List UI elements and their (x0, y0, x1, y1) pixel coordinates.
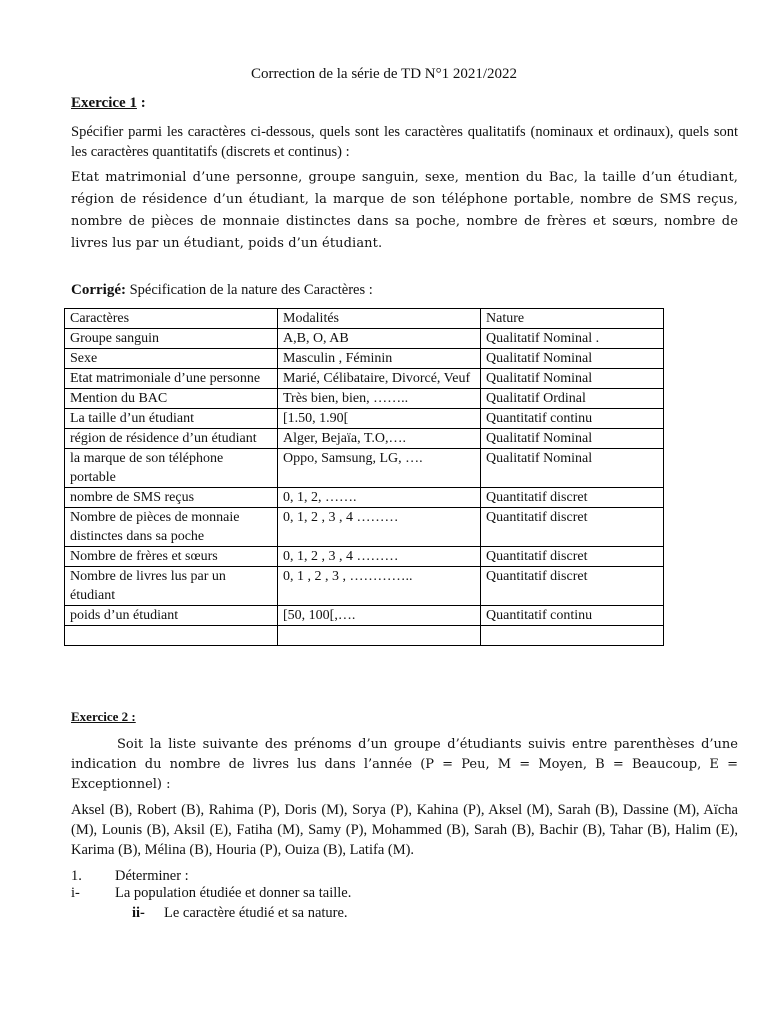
exercise-2-statement: Soit la liste suivante des prénoms d’un groupe d’étudiants suivis entre parenthèses d’une indication du nombre de livres lus dans l’année (P = Peu, M = Moyen, B = Beaucoup, E = Exceptionnel) : (71, 737, 738, 792)
table-cell: 0, 1, 2 , 3 , 4 ……… (278, 508, 481, 547)
table-cell (481, 626, 664, 646)
table-cell: Qualitatif Nominal . (481, 329, 664, 349)
table-row (65, 369, 664, 389)
exercise-1-character-list: Etat matrimonial d’une personne, groupe sanguin, sexe, mention du Bac, la taille d’un étudiant, région de résidence d’un étudiant, la marque de son téléphone portable, nombre de SMS reçus, nombre de pièces de monnaie distinctes dans sa poche, nombre de frères et sœurs, nombre de livres lus par un étudiant, poids d’un étudiant. (71, 170, 738, 251)
question-1-i-text: La population étudiée et donner sa taille. (115, 885, 352, 901)
table-header-cell: Caractères (65, 309, 278, 329)
table-cell (65, 626, 278, 646)
table-cell: Groupe sanguin (65, 329, 278, 349)
table-cell: Sexe (65, 349, 278, 369)
table-cell: Qualitatif Nominal (481, 449, 664, 488)
table-cell: Etat matrimoniale d’une personne (65, 369, 278, 389)
table-cell: Nombre de pièces de monnaie distinctes dans sa poche (65, 508, 278, 547)
table-cell: Quantitatif discret (481, 547, 664, 567)
table-row (65, 409, 664, 429)
table-row (65, 389, 664, 409)
table-cell: Qualitatif Ordinal (481, 389, 664, 409)
exercise-1-label: Exercice 1 (71, 95, 137, 111)
table-cell: Nombre de livres lus par un étudiant (65, 567, 278, 606)
table-cell: Quantitatif discret (481, 508, 664, 547)
page-title: Correction de la série de TD N°1 2021/2022 (250, 66, 518, 82)
table-header-row (65, 309, 664, 329)
exercise-1-heading (71, 95, 146, 112)
table-cell: la marque de son téléphone portable (65, 449, 278, 488)
table-header-cell: Nature (481, 309, 664, 329)
table-cell: Quantitatif continu (481, 606, 664, 626)
table-cell: Masculin , Féminin (278, 349, 481, 369)
table-cell: 0, 1 , 2 , 3 , ………….. (278, 567, 481, 606)
table-cell (278, 626, 481, 646)
table-cell: Oppo, Samsung, LG, …. (278, 449, 481, 488)
corrige-label: Corrigé: (71, 282, 126, 298)
question-1 (71, 866, 189, 886)
question-1-label: Déterminer : (115, 868, 189, 884)
question-1-ii-number: ii- (132, 905, 145, 921)
table-cell: poids d’un étudiant (65, 606, 278, 626)
table-row (65, 547, 664, 567)
table-row (65, 429, 664, 449)
table-cell: Qualitatif Nominal (481, 349, 664, 369)
nature-table (64, 308, 664, 646)
table-row (65, 349, 664, 369)
table-cell: Quantitatif discret (481, 567, 664, 606)
exercise-1-colon: : (136, 95, 146, 111)
table-cell: Nombre de frères et sœurs (65, 547, 278, 567)
exercise-2-heading: Exercice 2 : (71, 709, 136, 724)
table-row (65, 626, 664, 646)
question-1-i (71, 885, 351, 902)
table-cell: 0, 1, 2, ……. (278, 488, 481, 508)
question-1-number: 1. (71, 868, 82, 884)
table-row (65, 488, 664, 508)
table-row (65, 508, 664, 547)
table-row (65, 606, 664, 626)
table-row (65, 449, 664, 488)
table-cell: Alger, Bejaïa, T.O,…. (278, 429, 481, 449)
table-cell: [1.50, 1.90[ (278, 409, 481, 429)
corrige-heading (71, 282, 373, 299)
question-1-i-number: i- (71, 885, 80, 901)
question-1-ii (132, 905, 348, 922)
table-cell: Marié, Célibataire, Divorcé, Veuf (278, 369, 481, 389)
table-cell: Quantitatif discret (481, 488, 664, 508)
table-cell: [50, 100[,…. (278, 606, 481, 626)
table-row (65, 567, 664, 606)
table-cell: 0, 1, 2 , 3 , 4 ……… (278, 547, 481, 567)
table-cell: nombre de SMS reçus (65, 488, 278, 508)
exercise-2-student-list: Aksel (B), Robert (B), Rahima (P), Doris (M), Sorya (P), Kahina (P), Aksel (M), Sarah (B), Dassine (M), Aïcha (M), Lounis (B), Aksil (E), Fatiha (M), Samy (P), Mohammed (B), Sarah (B), Bachir (B), Tahar (B), Halim (E), Karima (B), Mélina (B), Houria (P), Ouiza (B), Latifa (M). (71, 802, 738, 858)
table-cell: La taille d’un étudiant (65, 409, 278, 429)
table-cell: Très bien, bien, …….. (278, 389, 481, 409)
table-cell: Mention du BAC (65, 389, 278, 409)
exercise-1-instruction: Spécifier parmi les caractères ci-dessous, quels sont les caractères qualitatifs (nominaux et ordinaux), quels sont les caractères quantitatifs (discrets et continus) : (71, 124, 738, 160)
table-cell: Qualitatif Nominal (481, 369, 664, 389)
corrige-text: Spécification de la nature des Caractères : (125, 282, 373, 298)
table-cell: région de résidence d’un étudiant (65, 429, 278, 449)
table-cell: Qualitatif Nominal (481, 429, 664, 449)
table-row (65, 329, 664, 349)
table-header-cell: Modalités (278, 309, 481, 329)
table-cell: A,B, O, AB (278, 329, 481, 349)
question-1-ii-text: Le caractère étudié et sa nature. (164, 905, 348, 921)
table-cell: Quantitatif continu (481, 409, 664, 429)
